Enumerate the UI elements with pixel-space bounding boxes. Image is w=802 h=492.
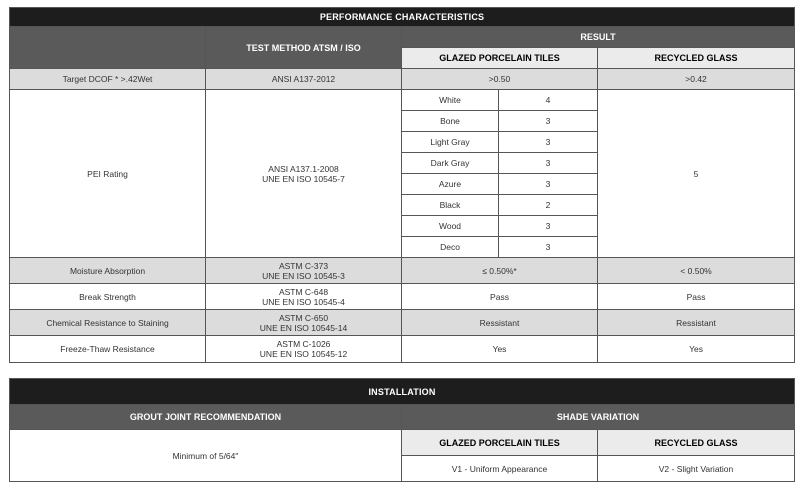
test-method-header: TEST METHOD ATSM / ISO: [206, 27, 402, 69]
pei-color-name: Dark Gray: [402, 153, 499, 174]
dcof-label: Target DCOF * >.42Wet: [10, 69, 206, 90]
pei-color-name: Azure: [402, 174, 499, 195]
dcof-method: ANSI A137-2012: [206, 69, 402, 90]
pei-label: PEI Rating: [10, 90, 206, 258]
dcof-glazed: >0.50: [402, 69, 598, 90]
dcof-recycled: >0.42: [598, 69, 795, 90]
row-glazed: Yes: [402, 336, 598, 363]
pei-color-value: 3: [499, 132, 598, 153]
grout-header: GROUT JOINT RECOMMENDATION: [10, 405, 402, 430]
shade-header: SHADE VARIATION: [402, 405, 795, 430]
row-method: [206, 284, 402, 310]
recycled-header: RECYCLED GLASS: [598, 48, 795, 69]
pei-color-name: Bone: [402, 111, 499, 132]
performance-table: [9, 7, 795, 363]
row-method: [206, 336, 402, 363]
pei-method-line2: UNE EN ISO 10545-7: [262, 173, 345, 184]
pei-color-value: 3: [499, 216, 598, 237]
row-method-line1: ASTM C-1026: [276, 339, 331, 349]
pei-color-value: 3: [499, 174, 598, 195]
moisture-row: [10, 258, 795, 284]
row-method-line1: ASTM C-650: [278, 312, 329, 323]
pei-color-value: 3: [499, 153, 598, 174]
pei-color-value: 3: [499, 111, 598, 132]
pei-color-name: White: [402, 90, 499, 111]
pei-color-name: Black: [402, 195, 499, 216]
row-recycled: < 0.50%: [598, 258, 795, 284]
row-recycled: Ressistant: [598, 310, 795, 336]
row-label: Moisture Absorption: [10, 258, 206, 284]
row-method-line1: ASTM C-648: [278, 286, 329, 297]
row-recycled: Yes: [598, 336, 795, 363]
pei-method: [206, 90, 402, 258]
row-recycled: Pass: [598, 284, 795, 310]
pei-color-value: 4: [499, 90, 598, 111]
row-method: [206, 310, 402, 336]
glazed-header: GLAZED PORCELAIN TILES: [402, 48, 598, 69]
pei-color-name: Deco: [402, 237, 499, 258]
chemical-resistance-row: [10, 310, 795, 336]
break-strength-row: [10, 284, 795, 310]
row-glazed: Ressistant: [402, 310, 598, 336]
row-glazed: ≤ 0.50%*: [402, 258, 598, 284]
pei-color-value: 2: [499, 195, 598, 216]
row-glazed: Pass: [402, 284, 598, 310]
blank-header-cell: [10, 27, 206, 69]
pei-color-name: Light Gray: [402, 132, 499, 153]
row-method-line2: UNE EN ISO 10545-14: [259, 322, 348, 333]
pei-recycled: 5: [598, 90, 795, 258]
installation-table: [9, 378, 795, 482]
row-label: Break Strength: [10, 284, 206, 310]
row-method-line2: UNE EN ISO 10545-3: [262, 270, 345, 281]
row-label: Chemical Resistance to Staining: [10, 310, 206, 336]
grout-value: Minimum of 5/64": [10, 430, 402, 482]
row-method-line2: UNE EN ISO 10545-12: [259, 349, 348, 359]
result-header: RESULT: [402, 27, 795, 48]
recycled-shade-value: V2 - Slight Variation: [598, 456, 795, 482]
glazed-shade-value: V1 - Uniform Appearance: [402, 456, 598, 482]
row-method-line2: UNE EN ISO 10545-4: [262, 296, 345, 307]
row-label: Freeze-Thaw Resistance: [10, 336, 206, 363]
row-method: [206, 258, 402, 284]
performance-title: PERFORMANCE CHARACTERISTICS: [10, 8, 795, 27]
installation-recycled-header: RECYCLED GLASS: [598, 430, 795, 456]
installation-title: INSTALLATION: [10, 379, 795, 405]
installation-glazed-header: GLAZED PORCELAIN TILES: [402, 430, 598, 456]
pei-method-line1: ANSI A137.1-2008: [268, 163, 339, 174]
row-method-line1: ASTM C-373: [278, 260, 329, 271]
pei-row-white: [10, 90, 795, 111]
freeze-thaw-row: [10, 336, 795, 363]
pei-color-value: 3: [499, 237, 598, 258]
pei-color-name: Wood: [402, 216, 499, 237]
